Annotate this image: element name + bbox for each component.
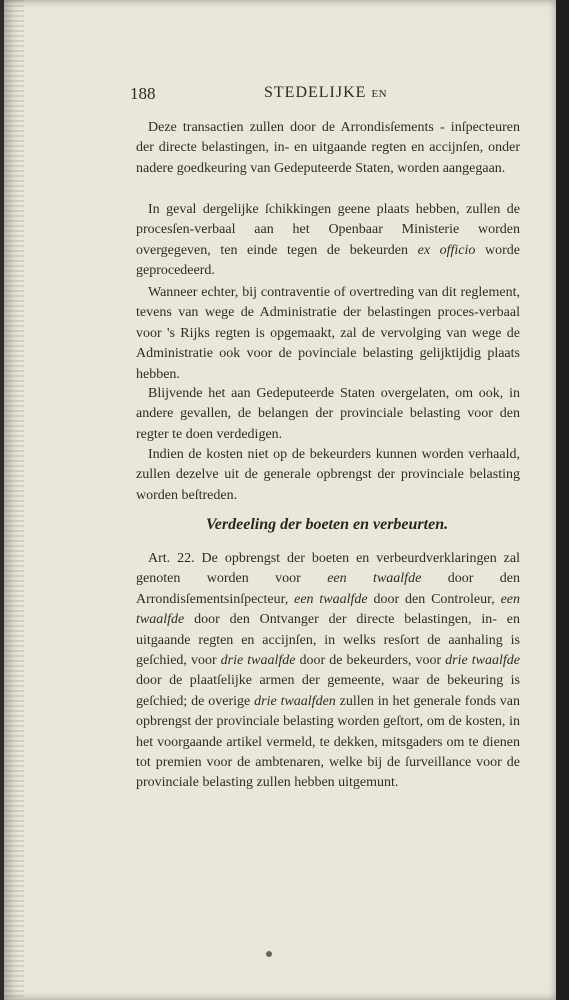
article-italic-4: drie twaalfde bbox=[220, 653, 296, 669]
article-22 bbox=[136, 549, 520, 794]
paragraph-settlement bbox=[136, 200, 520, 282]
scan-border bbox=[556, 0, 569, 1000]
article-italic-5: drie twaalfde bbox=[445, 653, 520, 669]
article-italic-1: een twaalfde bbox=[327, 571, 422, 587]
paragraph-provincial-states: Blijvende het aan Gedeputeerde Staten overgelaten, om ook, in andere gevallen, de belangen der provinciale belasting voor den regter te doen verdedigen. bbox=[136, 386, 520, 442]
paragraph-settlement-italic: ex officio bbox=[417, 242, 476, 258]
page-number: 188 bbox=[130, 84, 156, 103]
article-italic-3: een twaalfde bbox=[136, 591, 520, 628]
paragraph-settlement-text-b: worde geprocedeerd. bbox=[136, 242, 520, 279]
paragraph-transactions: Deze transactien zullen door de Arrondisſements - inſpecteuren der directe belastingen, in- en uitgaande regten en accijnſen, onder nadere goedkeuring van Gedeputeerde Staten, worden aangegaan. bbox=[136, 120, 520, 176]
article-text-3: door den Controleur, bbox=[367, 591, 501, 607]
article-italic-6: drie twaalfden bbox=[254, 693, 336, 709]
article-text-2: door den Arrondisſementsinſpecteur, bbox=[136, 571, 520, 607]
article-italic-2: een twaalfde bbox=[294, 591, 368, 607]
article-text-7: zullen in het generale fonds van opbrengst der provinciale belasting worden geſtort, om de kosten, in het voorgaande artikel vermeld, te dekken, mitsgaders om te dienen tot premien voor de ambtenaren, welke bij de ſurveillance voor de provinciale belasting zullen hebben uitgemunt. bbox=[136, 693, 520, 791]
paragraph-costs: Indien de kosten niet op de bekeurders kunnen worden verhaald, zullen dezelve uit de generale opbrengst der provinciale belasting worden beſtreden. bbox=[136, 447, 520, 503]
article-text-4: door den Ontvanger der directe belastingen, in- en uitgaande regten en accijnſen, in welks resſort de aanhaling is geſchied, voor bbox=[136, 612, 520, 669]
page-gutter bbox=[4, 0, 24, 1000]
article-text-5: door de bekeurders, voor bbox=[295, 653, 446, 669]
printer-mark-dot bbox=[266, 951, 272, 957]
article-text-1: Art. 22. De opbrengst der boeten en verbeurdverklaringen zal genoten worden voor bbox=[136, 551, 520, 587]
article-text-6: door de plaatſelijke armen der gemeente, waar de bekeuring is geſchied; de overige bbox=[136, 673, 520, 709]
running-title-suffix: EN bbox=[371, 88, 388, 100]
paragraph-contravention: Wanneer echter, bij contraventie of overtreding van dit reglement, tevens van wege de Administratie der belastingen proces-verbaal voor 's Rijks regten is opgemaakt, zal de vervolging van wege de Administratie ook voor de povinciale belasting gelijktijdig plaats hebben. bbox=[136, 285, 520, 382]
paragraph-settlement-text-a: In geval dergelijke ſchikkingen geene plaats hebben, zullen de procesſen-verbaal aan het Openbaar Ministerie worden overgegeven, ten einde tegen de bekeurden bbox=[136, 202, 520, 258]
section-heading: Verdeeling der boeten en verbeurten. bbox=[205, 516, 449, 533]
page-header bbox=[130, 84, 524, 106]
running-title bbox=[264, 84, 387, 102]
running-title-main: STEDELIJKE bbox=[264, 84, 367, 101]
